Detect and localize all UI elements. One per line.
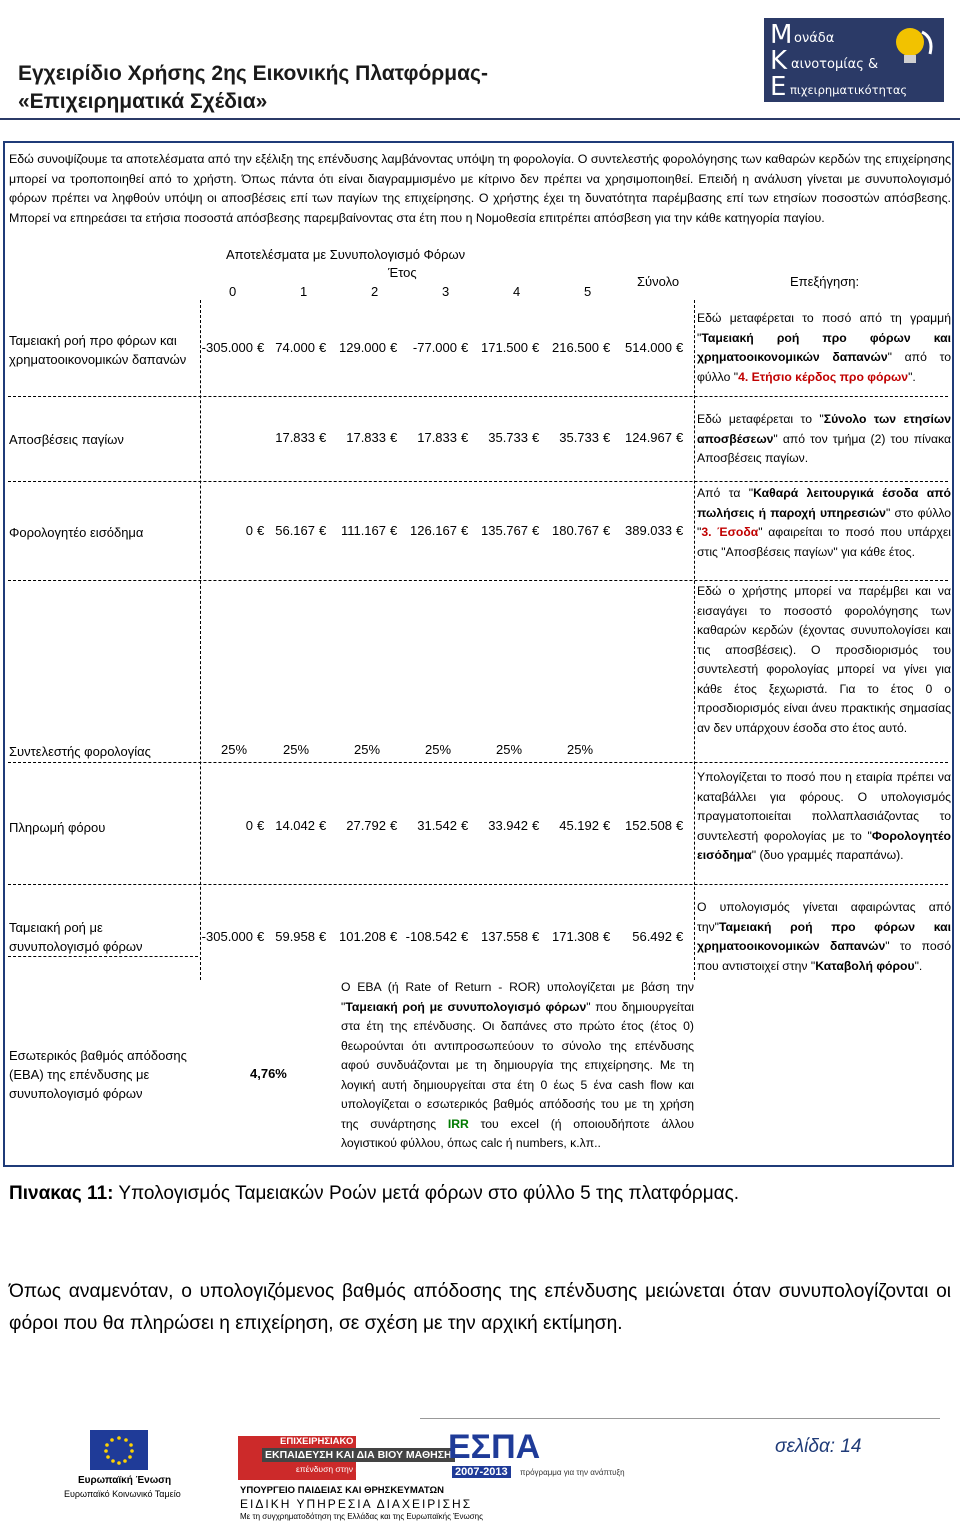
euro-sign: € [676, 523, 684, 538]
row-separator [8, 884, 948, 885]
euro-sign: € [532, 430, 540, 445]
intro-text: Εδώ συνοψίζουμε τα αποτελέσματα από την εξέλιξη της επένδυσης λαμβάνοντας υπόψη τη φορολογία. Ο συντελεστής φορολόγησης των καθαρών κερδών της επιχείρησης μπορεί να τροποποιηθεί από το χρήστη. Όπως πάντα ότι είναι διαγραμμισμένο με κίτρινο δεν πρέπει να χρησιμοποιηθεί. Επειδή η ανάλυση γίνεται με συνυπολογισμό φόρων πρέπει να ληφθούν υπόψη οι αποσβέσεις επί των παγίων της επιχείρησης. Ο χρήστης έχει τη δυνατότητα παρέμβασης επί των ετησίων ποσοστών απόσβεσης. Μπορεί να επηρεάσει τα ετήσια ποσοστά απόσβεσης παρεμβαίνοντας στα έτη που η Νομοθεσία επιτρέπει απόσβεση για την κάθε κατηγορία παγίου. [9, 152, 951, 225]
row-label-cashflow-before-tax: Ταμειακή ροή προ φόρων και χρηματοοικονομικών δαπανών [9, 333, 187, 367]
euro-sign: € [461, 340, 469, 355]
eu-flag-icon [90, 1430, 148, 1470]
euro-sign: € [319, 929, 327, 944]
euro-sign: € [257, 929, 265, 944]
table-cell: 180.767 [552, 523, 599, 538]
euro-sign: € [257, 523, 265, 538]
table-cell: 27.792 [346, 818, 386, 833]
table-cell: 25% [354, 742, 381, 757]
espa-years: 2007-2013 [452, 1466, 511, 1478]
euro-sign: € [390, 929, 398, 944]
euro-sign: € [461, 818, 469, 833]
table-cell: 101.208 [339, 929, 386, 944]
table-cell: 0 [245, 818, 253, 833]
table-cell: 31.542 [417, 818, 457, 833]
table-cell: 126.167 [410, 523, 457, 538]
explanation-header: Επεξήγηση: [790, 274, 860, 289]
total-cell: 56.492 [632, 929, 672, 944]
euro-sign: € [461, 430, 469, 445]
euro-sign: € [603, 818, 611, 833]
espa-logo: ΕΣΠΑ [448, 1428, 541, 1466]
euro-sign: € [532, 340, 540, 355]
row-separator [8, 580, 948, 581]
table-cell: 59.958 [275, 929, 315, 944]
total-cell: 389.033 [625, 523, 672, 538]
euro-sign: € [532, 929, 540, 944]
table-cell: 25% [425, 742, 452, 757]
table-cell: 171.308 [552, 929, 599, 944]
euro-sign: € [319, 430, 327, 445]
table-cell: 74.000 [275, 340, 315, 355]
euro-sign: € [390, 523, 398, 538]
euro-sign: € [257, 818, 265, 833]
row-separator [8, 956, 198, 957]
ministry-line1: ΥΠΟΥΡΓΕΙΟ ΠΑΙΔΕΙΑΣ ΚΑΙ ΘΡΗΣΚΕΥΜΑΤΩΝ [240, 1485, 444, 1496]
table-cell: 33.942 [488, 818, 528, 833]
euro-sign: € [390, 430, 398, 445]
row-separator [8, 396, 948, 397]
table-cell: 35.733 [488, 430, 528, 445]
total-cell: 514.000 [625, 340, 672, 355]
table-cell: 17.833 [346, 430, 386, 445]
document-title [18, 60, 488, 116]
table-cell: 17.833 [275, 430, 315, 445]
table-cell: 135.767 [481, 523, 528, 538]
row-label-depreciation: Αποσβέσεις παγίων [9, 432, 124, 447]
total-cell: 124.967 [625, 430, 672, 445]
page-number: σελίδα: 14 [775, 1436, 862, 1457]
row-label-tax-payment: Πληρωμή φόρου [9, 820, 106, 835]
bulb-icon [884, 22, 940, 72]
euro-sign: € [603, 340, 611, 355]
eu-fund-label: Ευρωπαϊκό Κοινωνικό Ταμείο [64, 1489, 181, 1499]
year-4: 4 [513, 284, 521, 299]
program-line3: επένδυση στην κοινωνία της γνώσης [296, 1464, 435, 1474]
table-cell: 129.000 [339, 340, 386, 355]
total-header: Σύνολο [637, 274, 680, 289]
year-1: 1 [300, 284, 308, 299]
footer-rule [420, 1418, 940, 1419]
row-label-tax-rate: Συντελεστής φορολογίας [9, 744, 151, 759]
ministry-line2: ΕΙΔΙΚΗ ΥΠΗΡΕΣΙΑ ΔΙΑΧΕΙΡΙΣΗΣ [240, 1497, 473, 1511]
table-cell: 111.167 [340, 523, 386, 538]
explanation-tax-rate: Εδώ ο χρήστης μπορεί να παρέμβει και να εισαγάγει το ποσοστό φορολόγησης των καθαρών κερδών (έχοντας συνυπολογίσει και τις αποσβέσεις). Ο προσδιορισμός του συντελεστή φορολογίας μπορεί να γίνει για κάθε έτος ξεχωριστά. Για το έτος 0 ο προσδιορισμός είναι άνευ πρακτικής σημασίας αν δεν υπάρχουν έσοδα στο έτος αυτό. [697, 584, 951, 735]
table-title: Αποτελέσματα με Συνυπολογισμό Φόρων [226, 247, 466, 262]
row-separator [8, 481, 948, 482]
cofund-line: Με τη συγχρηματοδότηση της Ελλάδας και της Ευρωπαϊκής Ένωσης [240, 1512, 483, 1521]
document-title-line2: «Επιχειρηματικά Σχέδια» [18, 90, 268, 113]
document-title-line1: Εγχειρίδιο Χρήσης 2ης Εικονικής Πλατφόρμας- [18, 62, 488, 85]
euro-sign: € [319, 523, 327, 538]
column-divider [694, 300, 695, 980]
euro-sign: € [676, 430, 684, 445]
euro-sign: € [676, 340, 684, 355]
espa-subtitle: πρόγραμμα για την ανάπτυξη [520, 1468, 625, 1477]
table-cell: 14.042 [275, 818, 315, 833]
table-cell: 137.558 [481, 929, 528, 944]
row-label-irr: Εσωτερικός βαθμός απόδοσης (ΕΒΑ) της επένδυσης με συνυπολογισμό φόρων [9, 1048, 187, 1101]
table-cell: 56.167 [275, 523, 315, 538]
euro-sign: € [319, 818, 327, 833]
row-label-taxable-income: Φορολογητέο εισόδημα [9, 525, 144, 540]
euro-sign: € [257, 340, 265, 355]
header-rule [0, 118, 960, 120]
euro-sign: € [676, 929, 684, 944]
table-caption: Πινακας 11: Υπολογισμός Ταμειακών Ροών μετά φόρων στο φύλλο 5 της πλατφόρμας. [9, 1183, 740, 1204]
euro-sign: € [532, 523, 540, 538]
column-divider [200, 300, 201, 980]
eu-label: Ευρωπαϊκή Ένωση [78, 1475, 172, 1486]
explanation-irr: Ο ΕΒΑ (ή Rate of Return - ROR) υπολογίζεται με βάση την "Ταμειακή ροή με συνυπολογισμό φόρων" που δημιουργείται στα έτη της επένδυσης. Οι δαπάνες στο πρώτο έτος (έτος 0) θεωρούνται ότι αντιπροσωπεύουν το σύνολο της επένδυσης αφού συνδυάζονται με τη δημιουργία της επιχείρησης. Με τη λογική αυτή δημιουργείται στα έτη 0 έως 5 ένα cash flow και υπολογίζεται ο εσωτερικός βαθμός απόδοσής του με τη χρήση της συνάρτησης IRR του excel (ή οποιουδήποτε άλλου λογιστικού φύλλου, όπως calc ή numbers, κ.λπ.. [341, 980, 694, 1150]
program-line1: ΕΠΙΧΕΙΡΗΣΙΑΚΟ ΠΡΟΓΡΑΜΜΑ [280, 1436, 418, 1447]
explanation-cashflow-before-tax: Εδώ μεταφέρεται το ποσό από τη γραμμή "Ταμειακή ροή προ φόρων και χρηματοοικονομικών δαπανών" από το φύλλο "4. Ετήσιο κέρδος προ φόρων". [697, 311, 951, 384]
table-cell: 17.833 [417, 430, 457, 445]
table-cell: -305.000 [201, 340, 253, 355]
year-5: 5 [584, 284, 592, 299]
euro-sign: € [461, 523, 469, 538]
table-cell: -108.542 [405, 929, 457, 944]
explanation-cashflow-after-tax: Ο υπολογισμός γίνεται αφαιρώντας από την"Ταμειακή ροή προ φόρων και χρηματοοικονομικών δαπανών" το ποσό που αντιστοιχεί στην "Καταβολή φόρου". [697, 900, 951, 973]
funding-logos [0, 1426, 760, 1521]
year-3: 3 [442, 284, 450, 299]
explanation-tax-payment: Υπολογίζεται το ποσό που η εταιρία πρέπει να καταβάλλει για φόρους. Ο υπολογισμός πραγματοποιείται πολλαπλασιάζοντας το συντελεστή φορολογίας με το "Φορολογητέο εισόδημα" (δυο γραμμές παραπάνω). [697, 770, 951, 862]
table-cell: -305.000 [201, 929, 253, 944]
euro-sign: € [603, 929, 611, 944]
irr-value: 4,76% [250, 1066, 287, 1081]
year-0: 0 [229, 284, 237, 299]
explanation-depreciation: Εδώ μεταφέρεται το "Σύνολο των ετησίων αποσβέσεων" από τον τμήμα (2) του πίνακα Αποσβέσεις παγίων. [697, 412, 951, 465]
table-cell: 25% [496, 742, 523, 757]
body-paragraph: Όπως αναμενόταν, ο υπολογιζόμενος βαθμός απόδοσης της επένδυσης μειώνεται όταν συνυπολογίζονται οι φόροι που θα πληρώσει η επιχείρηση, σε σχέση με την αρχική εκτίμηση. [9, 1281, 951, 1334]
row-separator [8, 762, 948, 763]
total-cell: 152.508 [625, 818, 672, 833]
table-cell: 45.192 [559, 818, 599, 833]
euro-sign: € [461, 929, 469, 944]
euro-sign: € [603, 430, 611, 445]
table-cell: 0 [245, 523, 253, 538]
table-cell: 171.500 [481, 340, 528, 355]
euro-sign: € [676, 818, 684, 833]
euro-sign: € [603, 523, 611, 538]
row-label-cashflow-after-tax: Ταμειακή ροή με συνυπολογισμό φόρων [9, 920, 143, 954]
year-label: Έτος [388, 265, 417, 280]
euro-sign: € [532, 818, 540, 833]
explanation-taxable-income: Από τα "Καθαρά λειτουργικά έσοδα από πωλήσεις ή παροχή υπηρεσιών" στο φύλλο "3. Έσοδα" αφαιρείται το ποσό που υπάρχει στις "Αποσβέσεις παγίων" για κάθε έτος. [697, 486, 952, 559]
euro-sign: € [390, 818, 398, 833]
euro-sign: € [390, 340, 398, 355]
table-cell: 35.733 [559, 430, 599, 445]
table-cell: 25% [567, 742, 594, 757]
program-line2: ΕΚΠΑΙΔΕΥΣΗ ΚΑΙ ΔΙΑ ΒΙΟΥ ΜΑΘΗΣΗ [262, 1448, 455, 1462]
table-cell: 25% [283, 742, 310, 757]
mke-logo: Μ ονάδα Κ αινοτομίας & Ε πιχειρηματικότητας [764, 18, 944, 102]
euro-sign: € [319, 340, 327, 355]
table-cell: 25% [221, 742, 248, 757]
table-cell: 216.500 [552, 340, 599, 355]
year-2: 2 [371, 284, 379, 299]
table-cell: -77.000 [412, 340, 457, 355]
